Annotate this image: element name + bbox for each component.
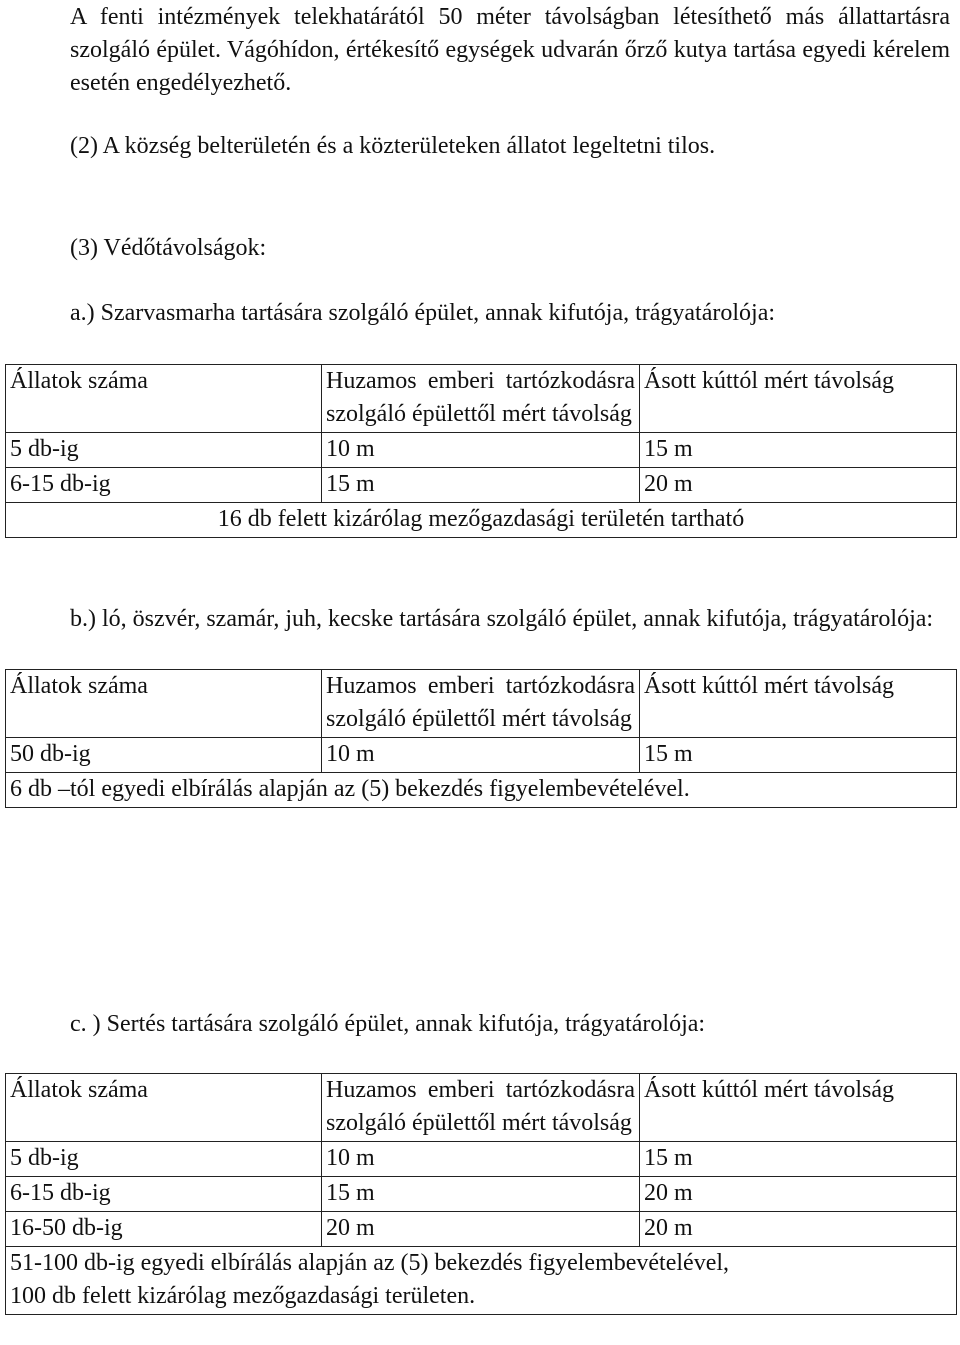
cell-well-distance: 20 m [640,468,957,503]
table-footer-row [6,773,957,808]
header-building-distance: Huzamos emberi tartózkodásra szolgáló épülettől mért távolság [322,1074,640,1142]
paragraph-2: (2) A község belterületén és a közterületeken állatot legeltetni tilos. [70,133,716,159]
section-a-heading: a.) Szarvasmarha tartására szolgáló épület, annak kifutója, trágyatárolója: [70,300,776,326]
paragraph-3: (3) Védőtávolságok: [70,235,267,261]
cell-building-distance: 10 m [322,1142,640,1177]
cell-animal-count: 5 db-ig [6,433,322,468]
header-well-distance: Ásott kúttól mért távolság [640,670,957,738]
section-a-footer: 16 db felett kizárólag mezőgazdasági területén tartható [6,503,957,538]
table-row [6,1177,957,1212]
table-header-row [6,1074,957,1142]
section-c-footer [6,1247,957,1315]
intro-paragraph: A fenti intézmények telekhatárától 50 méter távolságban létesíthető más állattartásra szolgáló épület. Vágóhídon, értékesítő egységek udvarán őrző kutya tartása egyedi kérelem esetén engedélyezhető. [70,4,950,96]
section-b-footer: 6 db –tól egyedi elbírálás alapján az (5) bekezdés figyelembevételével. [6,773,957,808]
header-building-distance: Huzamos emberi tartózkodásra szolgáló épülettől mért távolság [322,365,640,433]
header-well-distance: Ásott kúttól mért távolság [640,365,957,433]
cell-building-distance: 10 m [322,433,640,468]
section-c-footer-line-1: 51-100 db-ig egyedi elbírálás alapján az (5) bekezdés figyelembevételével, [10,1250,730,1276]
section-b-heading: b.) ló, öszvér, szamár, juh, kecske tartására szolgáló épület, annak kifutója, trágyatárolója: [70,606,934,632]
cell-animal-count: 50 db-ig [6,738,322,773]
header-building-distance: Huzamos emberi tartózkodásra szolgáló épülettől mért távolság [322,670,640,738]
cell-animal-count: 5 db-ig [6,1142,322,1177]
header-animal-count: Állatok száma [6,1074,322,1142]
table-header-row [6,670,957,738]
table-section-c [5,1073,957,1315]
header-well-distance: Ásott kúttól mért távolság [640,1074,957,1142]
cell-well-distance: 15 m [640,738,957,773]
table-footer-row [6,1247,957,1315]
section-c-heading: c. ) Sertés tartására szolgáló épület, annak kifutója, trágyatárolója: [70,1011,706,1037]
cell-animal-count: 6-15 db-ig [6,1177,322,1212]
table-section-a [5,364,957,538]
table-row [6,468,957,503]
cell-building-distance: 15 m [322,1177,640,1212]
cell-building-distance: 10 m [322,738,640,773]
table-row [6,738,957,773]
cell-well-distance: 15 m [640,433,957,468]
header-animal-count: Állatok száma [6,365,322,433]
table-row [6,1212,957,1247]
cell-animal-count: 6-15 db-ig [6,468,322,503]
cell-well-distance: 15 m [640,1142,957,1177]
cell-well-distance: 20 m [640,1177,957,1212]
table-header-row [6,365,957,433]
table-section-b [5,669,957,808]
section-c-footer-line-2: 100 db felett kizárólag mezőgazdasági területen. [10,1283,476,1309]
header-animal-count: Állatok száma [6,670,322,738]
cell-well-distance: 20 m [640,1212,957,1247]
table-footer-row [6,503,957,538]
table-row [6,1142,957,1177]
cell-building-distance: 20 m [322,1212,640,1247]
table-row [6,433,957,468]
cell-animal-count: 16-50 db-ig [6,1212,322,1247]
cell-building-distance: 15 m [322,468,640,503]
